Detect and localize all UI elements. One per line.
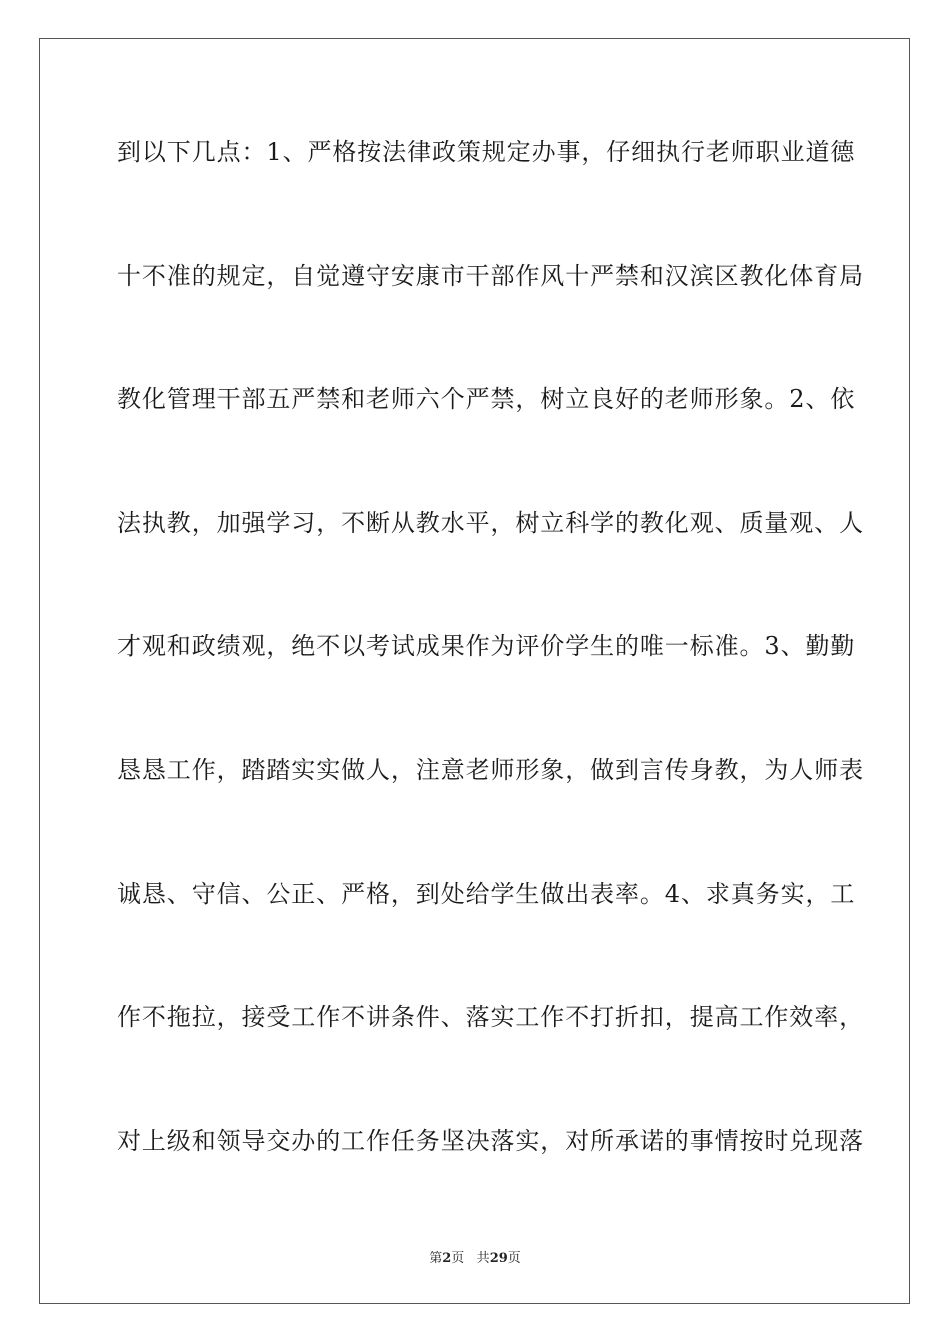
total-pages: 29 [489,1251,508,1266]
text-line-1: 到以下几点：1、严格按法律政策规定办事，仔细执行老师职业道德 [117,138,856,166]
text-line-4: 法执教，加强学习，不断从教水平，树立科学的教化观、质量观、人 [117,508,864,537]
total-prefix: 共 [476,1251,490,1266]
text-line-3: 教化管理干部五严禁和老师六个严禁，树立良好的老师形象。2、依 [117,385,856,414]
page-footer [0,1247,950,1266]
page-suffix: 页 [451,1251,465,1266]
text-line-5: 才观和政绩观，绝不以考试成果作为评价学生的唯一标准。3、勤勤 [117,632,856,661]
text-line-6: 恳恳工作，踏踏实实做人，注意老师形象，做到言传身教，为人师表 [117,755,864,784]
text-line-2: 十不准的规定，自觉遵守安康市干部作风十严禁和汉滨区教化体育局 [117,261,864,290]
text-line-8: 作不拖拉，接受工作不讲条件、落实工作不打折扣，提高工作效率， [117,1003,864,1032]
text-line-7: 诚恳、守信、公正、严格，到处给学生做出表率。4、求真务实，工 [117,879,856,908]
body-paragraph [117,127,864,1239]
text-line-9: 对上级和领导交办的工作任务坚决落实，对所承诺的事情按时兑现落 [117,1126,864,1155]
page-number: 2 [442,1251,452,1266]
page-prefix: 第 [429,1251,443,1266]
total-suffix: 页 [507,1251,521,1266]
